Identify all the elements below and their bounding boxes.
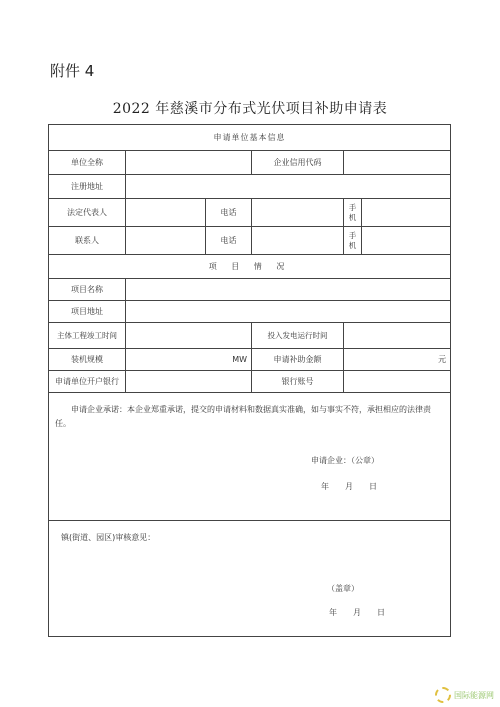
form-title: 2022 年慈溪市分布式光伏项目补助申请表 — [112, 101, 388, 117]
review-label: 镇(街道、园区)审核意见： — [61, 533, 156, 542]
review-date: 年 月 日 — [329, 608, 385, 617]
review-seal: （盖章） — [327, 584, 359, 593]
pledge-section — [49, 393, 451, 521]
contact-mobile-field[interactable] — [362, 227, 451, 255]
applicant-sign: 申请企业：（公章） — [311, 456, 379, 465]
subsidy-unit: 元 — [438, 355, 447, 364]
grid-time-field[interactable] — [344, 323, 451, 349]
application-form — [48, 124, 451, 637]
legal-rep-label: 法定代表人 — [49, 199, 126, 227]
completion-time-label: 主体工程竣工时间 — [49, 323, 126, 349]
capacity-field[interactable] — [126, 349, 252, 371]
contact-label: 联系人 — [49, 227, 126, 255]
review-section — [49, 521, 451, 637]
watermark-text: 国际能源网 — [454, 690, 494, 700]
contact-field[interactable] — [126, 227, 206, 255]
pledge-text: 申请企业承诺：本企业郑重承诺，提交的申请材料和数据真实准确，如与事实不符，承担相应的法律责任。 — [55, 405, 431, 428]
legal-rep-phone-field[interactable] — [252, 199, 344, 227]
sun-icon — [435, 687, 451, 703]
legal-rep-mobile-label: 手机 — [344, 199, 362, 227]
legal-rep-field[interactable] — [126, 199, 206, 227]
contact-phone-label: 电话 — [206, 227, 252, 255]
applicant-date: 年 月 日 — [321, 482, 377, 491]
bank-label: 申请单位开户银行 — [49, 371, 126, 393]
contact-phone-field[interactable] — [252, 227, 344, 255]
project-name-label: 项目名称 — [49, 279, 126, 301]
account-field[interactable] — [344, 371, 451, 393]
credit-code-field[interactable] — [344, 151, 451, 175]
bank-field[interactable] — [126, 371, 252, 393]
grid-time-label: 投入发电运行时间 — [252, 323, 344, 349]
capacity-label: 装机规模 — [49, 349, 126, 371]
reg-address-field[interactable] — [126, 175, 451, 199]
project-address-label: 项目地址 — [49, 301, 126, 323]
project-name-field[interactable] — [126, 279, 451, 301]
reg-address-label: 注册地址 — [49, 175, 126, 199]
project-address-field[interactable] — [126, 301, 451, 323]
watermark-logo — [435, 687, 494, 703]
section-project: 项 目 情 况 — [49, 255, 451, 279]
unit-name-label: 单位全称 — [49, 151, 126, 175]
completion-time-field[interactable] — [126, 323, 252, 349]
section-basic-info: 申请单位基本信息 — [49, 125, 451, 151]
subsidy-amount-label: 申请补助金额 — [252, 349, 344, 371]
contact-mobile-label: 手机 — [344, 227, 362, 255]
legal-rep-mobile-field[interactable] — [362, 199, 451, 227]
credit-code-label: 企业信用代码 — [252, 151, 344, 175]
capacity-unit: MW — [232, 355, 247, 364]
unit-name-field[interactable] — [126, 151, 252, 175]
account-label: 银行账号 — [252, 371, 344, 393]
subsidy-amount-field[interactable] — [344, 349, 451, 371]
attachment-label: 附件 4 — [50, 62, 95, 80]
legal-rep-phone-label: 电话 — [206, 199, 252, 227]
